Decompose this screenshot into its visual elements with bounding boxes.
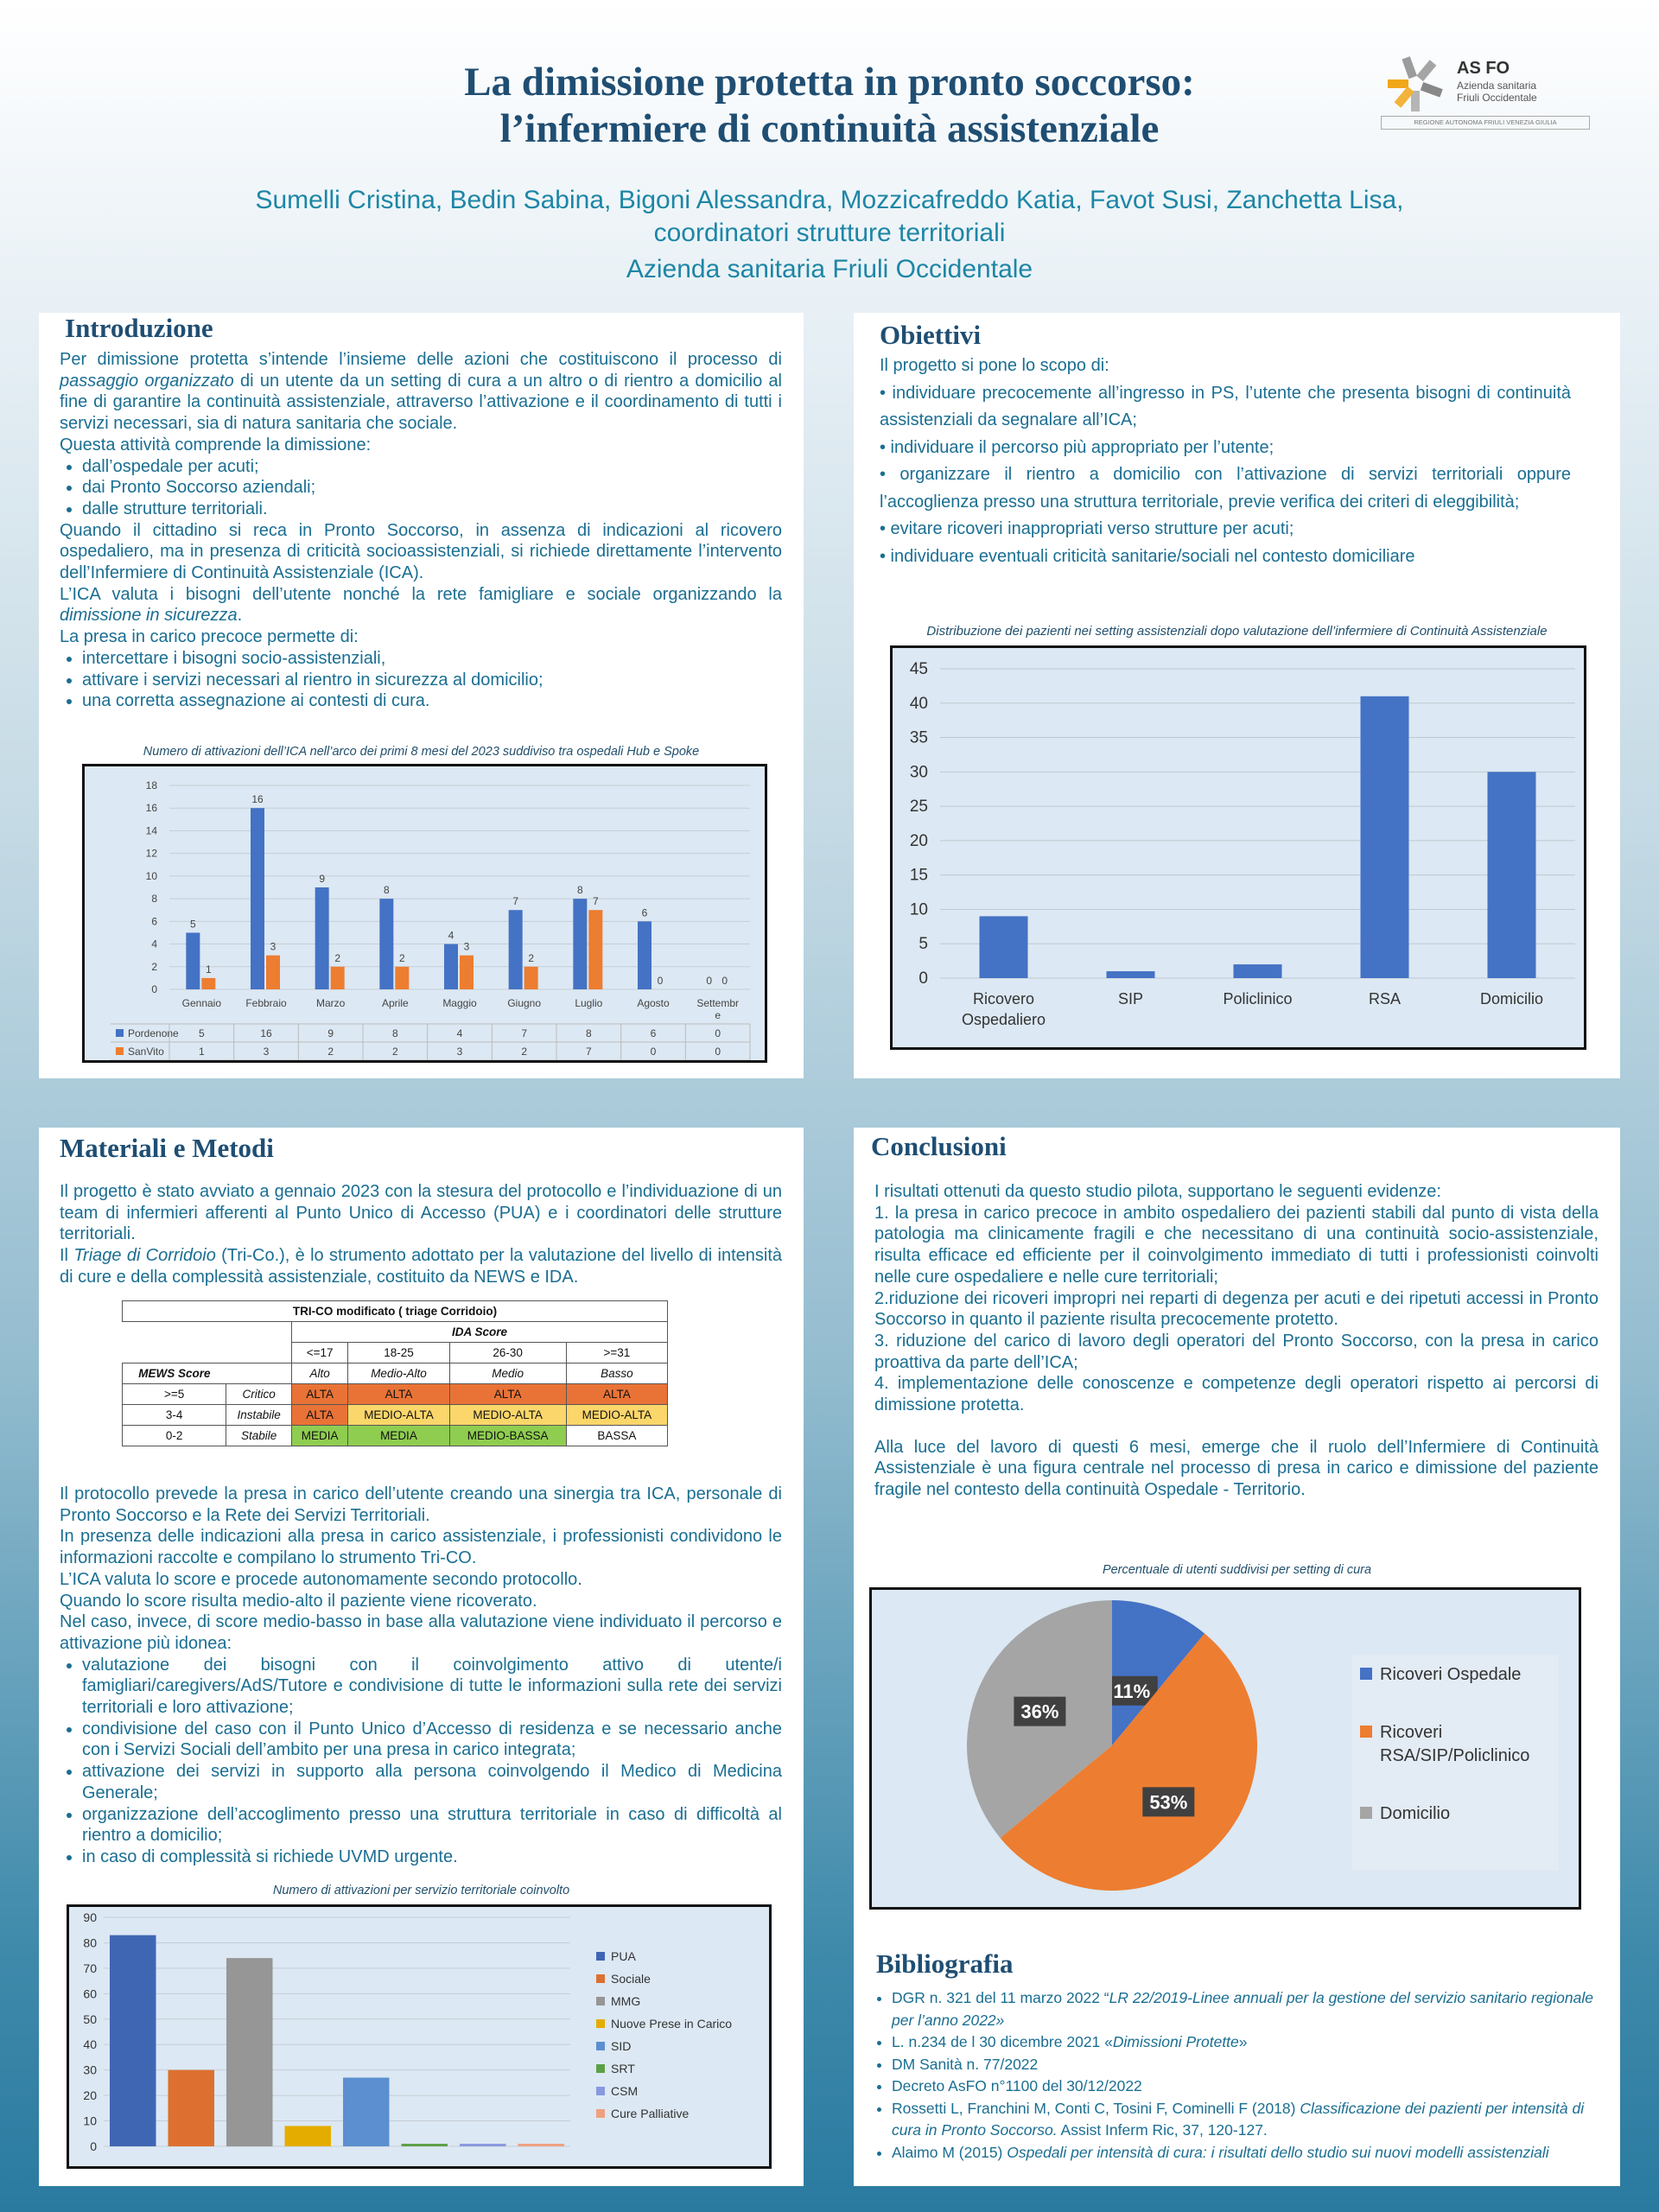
table-cell: 3 bbox=[456, 1046, 463, 1058]
methods-p4: In presenza delle indicazioni alla presa in carico assistenziale, i professionisti condividono le informazioni raccolte e compilano lo strumento Tri-CO. bbox=[60, 1527, 782, 1568]
mews-range: 0-2 bbox=[123, 1426, 226, 1446]
table-cell: MEDIO-BASSA bbox=[449, 1426, 566, 1446]
bar-sanvito bbox=[460, 956, 474, 989]
data-label: 4 bbox=[448, 929, 454, 942]
ida-header: IDA Score bbox=[291, 1322, 667, 1343]
bar bbox=[1361, 696, 1409, 978]
x-tick-label: Settembr bbox=[696, 997, 740, 1009]
bib-item: • L. n.234 de l 30 dicembre 2021 «Dimissioni Protette» bbox=[892, 2031, 1600, 2054]
table-cell: MEDIO-ALTA bbox=[449, 1405, 566, 1426]
y-tick-label: 0 bbox=[90, 2139, 97, 2153]
objectives-text bbox=[880, 353, 1571, 570]
legend-swatch bbox=[596, 2042, 605, 2050]
y-tick-label: 12 bbox=[145, 847, 157, 860]
legend-swatch bbox=[1360, 1807, 1372, 1819]
authors bbox=[0, 184, 1659, 250]
y-tick-label: 40 bbox=[909, 694, 928, 713]
intro-p5: La presa in carico precoce permette di: bbox=[60, 627, 359, 647]
bar bbox=[1107, 971, 1155, 978]
table-cell: 8 bbox=[391, 1027, 398, 1039]
legend-swatch bbox=[116, 1047, 124, 1055]
trico-table bbox=[122, 1300, 668, 1446]
table-cell: MEDIO-ALTA bbox=[566, 1405, 667, 1426]
list-item: • intercettare i bisogni socio-assistenziali, bbox=[82, 648, 782, 670]
intro-p3: Quando il cittadino si reca in Pronto Soccorso, in assenza di indicazioni al ricovero ospedaliero, ma in presenza di criticità socioassistenziali, si richiede direttamente l’intervento dell’Infermiere di Continuità Assistenziale (ICA). bbox=[60, 520, 782, 583]
x-tick-label: RSA bbox=[1368, 990, 1402, 1007]
y-tick-label: 45 bbox=[909, 660, 928, 678]
asfo-logo-icon bbox=[1381, 54, 1450, 114]
logo-name: AS FO bbox=[1457, 59, 1510, 78]
methods-text-1 bbox=[60, 1181, 782, 1288]
y-tick-label: 5 bbox=[918, 935, 928, 954]
methods-text-2 bbox=[60, 1484, 782, 1868]
legend-swatch bbox=[1360, 1668, 1372, 1680]
table-cell: MEDIA bbox=[291, 1426, 347, 1446]
y-tick-label: 10 bbox=[83, 2113, 97, 2128]
legend-swatch bbox=[596, 2064, 605, 2073]
conclusion-item: 1. la presa in carico precoce in ambito ospedaliero dei pazienti stabili dal punto di vista della patologia ma clinicamente fragili e che necessitano di una continuità socio-assistenziale, risulta efficace ed efficiente per il coinvolgimento immediato di tutti i professionisti coinvolti nelle cure ospedaliere e nelle cure territoriali; bbox=[874, 1203, 1599, 1287]
bib-item: • Decreto AsFO n°1100 del 30/12/2022 bbox=[892, 2075, 1600, 2098]
bib-item: • DGR n. 321 del 11 marzo 2022 “LR 22/2019-Linee annuali per la gestione del servizio sanitario regionale per l’anno 2022» bbox=[892, 1987, 1600, 2031]
data-label: 3 bbox=[270, 940, 276, 953]
table-cell: 4 bbox=[456, 1027, 463, 1039]
bib-item: • Rossetti L, Franchini M, Conti C, Tosini F, Cominelli F (2018) Classificazione dei pazienti per intensità di cura in Pronto Soccorso. Assist Inferm Ric, 37, 120-127. bbox=[892, 2098, 1600, 2142]
data-label: 5 bbox=[189, 918, 196, 931]
y-tick-label: 60 bbox=[83, 1986, 97, 2001]
logo bbox=[1381, 54, 1597, 137]
y-tick-label: 70 bbox=[83, 1961, 97, 1975]
bar bbox=[1234, 964, 1282, 978]
data-label: 0 bbox=[657, 975, 664, 987]
authors-line-1: Sumelli Cristina, Bedin Sabina, Bigoni Alessandra, Mozzicafreddo Katia, Favot Susi, Zanchetta Lisa, bbox=[255, 186, 1404, 214]
conclusions-heading: Conclusioni bbox=[871, 1131, 1007, 1161]
bibliography-list bbox=[874, 1987, 1600, 2164]
legend-label: SID bbox=[611, 2039, 632, 2053]
logo-sub2: Friuli Occidentale bbox=[1457, 92, 1537, 104]
settings-chart bbox=[893, 648, 1584, 1047]
table-cell: 5 bbox=[198, 1027, 205, 1039]
conclusions-text bbox=[874, 1181, 1599, 1501]
table-cell: 8 bbox=[585, 1027, 592, 1039]
table-cell: 0 bbox=[715, 1046, 721, 1058]
x-tick-label: Aprile bbox=[381, 997, 409, 1009]
chart4-box bbox=[67, 1904, 772, 2169]
methods-p2: Il Triage di Corridoio (Tri-Co.), è lo strumento adottato per la valutazione del livello di intensità di cure e della complessità assistenziale, costituito da NEWS e IDA. bbox=[60, 1246, 782, 1287]
objectives-heading: Obiettivi bbox=[880, 320, 982, 350]
conclusion-item: 3. riduzione del carico di lavoro degli operatori del Pronto Soccorso, con la presa in carico proattiva da parte dell’ICA; bbox=[874, 1331, 1599, 1372]
data-label: 2 bbox=[334, 951, 341, 964]
intro-heading: Introduzione bbox=[65, 313, 213, 343]
bar-pordenone bbox=[315, 887, 329, 989]
intro-list-2 bbox=[60, 648, 782, 712]
x-tick-label: Agosto bbox=[637, 997, 670, 1009]
data-label: 8 bbox=[576, 884, 583, 897]
percent-pie-chart bbox=[872, 1590, 1579, 1907]
x-tick-label: Febbraio bbox=[245, 997, 287, 1009]
methods-p6: Quando lo score risulta medio-alto il paziente viene ricoverato. bbox=[60, 1591, 537, 1611]
chart4-caption: Numero di attivazioni per servizio territoriale coinvolto bbox=[272, 1884, 570, 1897]
data-label: 9 bbox=[319, 873, 326, 885]
legend-swatch bbox=[116, 1029, 124, 1037]
y-tick-label: 20 bbox=[83, 2088, 97, 2103]
ica-monthly-chart bbox=[85, 766, 765, 1060]
bar-pordenone bbox=[186, 932, 200, 989]
chart1-caption: Numero di attivazioni dell’ICA nell’arco dei primi 8 mesi del 2023 suddiviso tra ospedali Hub e Spoke bbox=[143, 745, 700, 759]
data-label: 7 bbox=[592, 895, 599, 908]
methods-p7: Nel caso, invece, di score medio-basso in base alla valutazione viene individuato il percorso e attivazione più idonea: bbox=[60, 1612, 782, 1653]
y-tick-label: 20 bbox=[909, 831, 928, 850]
table-cell: MEDIO-ALTA bbox=[348, 1405, 449, 1426]
list-item: • in caso di complessità si richiede UVMD urgente. bbox=[82, 1847, 782, 1868]
list-item: • attivazione dei servizi in supporto alla persona coinvolgendo il Medico di Medicina Generale; bbox=[82, 1761, 782, 1803]
table-title: TRI-CO modificato ( triage Corridoio) bbox=[123, 1301, 668, 1322]
bar-sanvito bbox=[331, 967, 345, 989]
table-cell: MEDIA bbox=[348, 1426, 449, 1446]
ida-range: >=31 bbox=[566, 1343, 667, 1363]
bar-pordenone bbox=[251, 808, 264, 989]
mews-range: >=5 bbox=[123, 1384, 226, 1405]
mews-state: Critico bbox=[226, 1384, 292, 1405]
legend-label: Ricoveri bbox=[1380, 1723, 1443, 1742]
table-cell: 7 bbox=[521, 1027, 528, 1039]
data-label: 1 bbox=[205, 963, 212, 976]
data-label: 6 bbox=[641, 906, 648, 919]
title-line-1: La dimissione protetta in pronto soccorso: bbox=[464, 60, 1195, 105]
objective-item: • individuare eventuali criticità sanitarie/sociali nel contesto domiciliare bbox=[880, 546, 1415, 566]
y-tick-label: 14 bbox=[145, 824, 157, 837]
table-cell: 2 bbox=[521, 1046, 528, 1058]
mews-state: Instabile bbox=[226, 1405, 292, 1426]
logo-region: REGIONE AUTONOMA FRIULI VENEZIA GIULIA bbox=[1381, 116, 1590, 130]
list-item: • condivisione del caso con il Punto Unico d’Accesso di residenza e se necessario anche con i Servizi Sociali dell’ambito per una presa in carico integrata; bbox=[82, 1719, 782, 1761]
x-tick-label: Giugno bbox=[507, 997, 542, 1009]
legend-label: Nuove Prese in Carico bbox=[611, 2017, 733, 2031]
table-cell: 6 bbox=[650, 1027, 657, 1039]
y-tick-label: 30 bbox=[909, 763, 928, 782]
bar bbox=[343, 2078, 390, 2147]
y-tick-label: 8 bbox=[151, 893, 157, 906]
bar bbox=[168, 2070, 215, 2146]
bar bbox=[1488, 772, 1536, 978]
services-chart bbox=[69, 1907, 769, 2166]
data-label: 2 bbox=[528, 951, 535, 964]
y-tick-label: 35 bbox=[909, 728, 928, 747]
objective-item: • individuare il percorso più appropriato per l’utente; bbox=[880, 437, 1274, 457]
table-cell: ALTA bbox=[291, 1405, 347, 1426]
legend-label: MMG bbox=[611, 1994, 641, 2008]
x-tick-label: Policlinico bbox=[1223, 990, 1293, 1007]
data-label: 0 bbox=[721, 975, 728, 987]
data-label: 7 bbox=[512, 895, 519, 908]
conclusion-item: 4. implementazione delle conoscenze e competenze degli operatori rispetto ai percorsi di dimissione protetta. bbox=[874, 1374, 1599, 1415]
table-cell: 7 bbox=[585, 1046, 592, 1058]
legend-label: SanVito bbox=[128, 1046, 164, 1058]
y-tick-label: 50 bbox=[83, 2012, 97, 2026]
table-cell: 16 bbox=[260, 1027, 272, 1039]
table-cell: 9 bbox=[327, 1027, 334, 1039]
legend-swatch bbox=[596, 1974, 605, 1983]
list-item: • una corretta assegnazione ai contesti di cura. bbox=[82, 690, 782, 712]
bar-sanvito bbox=[395, 967, 409, 989]
list-item: • dalle strutture territoriali. bbox=[82, 499, 782, 520]
bar bbox=[518, 2144, 565, 2146]
bar bbox=[285, 2126, 332, 2146]
x-tick-label: Domicilio bbox=[1479, 990, 1544, 1007]
data-label: 2 bbox=[398, 951, 405, 964]
chart2-caption: Distribuzione dei pazienti nei setting assistenziali dopo valutazione dell’infermiere di Continuità Assistenziale bbox=[926, 624, 1548, 639]
data-label: 3 bbox=[463, 940, 470, 953]
table-cell: 3 bbox=[263, 1046, 270, 1058]
list-item: • dall’ospedale per acuti; bbox=[82, 456, 782, 478]
table-cell: ALTA bbox=[449, 1384, 566, 1405]
table-cell: 2 bbox=[391, 1046, 398, 1058]
intro-p2: Questa attività comprende la dimissione: bbox=[60, 435, 372, 454]
table-cell: ALTA bbox=[348, 1384, 449, 1405]
ida-range: 18-25 bbox=[348, 1343, 449, 1363]
bar bbox=[226, 1958, 273, 2146]
methods-p3: Il protocollo prevede la presa in carico dell’utente creando una sinergia tra ICA, personale di Pronto Soccorso e la Rete dei Servizi Territoriali. bbox=[60, 1484, 782, 1525]
y-tick-label: 6 bbox=[151, 915, 157, 928]
bibliography-heading: Bibliografia bbox=[876, 1948, 1014, 1979]
bar bbox=[460, 2144, 506, 2146]
mews-header: MEWS Score bbox=[123, 1363, 226, 1384]
y-tick-label: 2 bbox=[151, 960, 157, 973]
pie-label: 36% bbox=[1020, 1700, 1059, 1723]
x-tick-label: SIP bbox=[1117, 990, 1144, 1007]
x-tick-label: Ricovero bbox=[972, 990, 1035, 1007]
x-tick-label: Ospedaliero bbox=[961, 1011, 1046, 1028]
bar-pordenone bbox=[379, 899, 393, 989]
chart3-box bbox=[869, 1587, 1581, 1910]
logo-sub1: Azienda sanitaria bbox=[1457, 79, 1537, 92]
intro-text bbox=[60, 349, 782, 712]
conclusions-closing: Alla luce del lavoro di questi 6 mesi, emerge che il ruolo dell’Infermiere di Continuità Assistenziale è una figura centrale nel processo di presa in carico e dimissione del paziente fragile nel contesto della continuità Ospedale - Territorio. bbox=[874, 1437, 1599, 1500]
legend-swatch bbox=[596, 2019, 605, 2028]
x-tick-label: Gennaio bbox=[181, 997, 222, 1009]
legend-label: PUA bbox=[611, 1949, 636, 1963]
legend-swatch bbox=[1360, 1726, 1372, 1738]
data-label: 16 bbox=[251, 793, 264, 806]
data-label: 8 bbox=[383, 884, 390, 897]
legend-swatch bbox=[596, 2087, 605, 2095]
table-cell: 0 bbox=[650, 1046, 657, 1058]
y-tick-label: 4 bbox=[151, 938, 157, 950]
objectives-lead: Il progetto si pone lo scopo di: bbox=[880, 356, 1109, 375]
objective-item: • organizzare il rientro a domicilio con l’attivazione di servizi territoriali oppure l’accoglienza presso una struttura territoriale, previe verifica dei criteri di eleggibilità; bbox=[880, 465, 1571, 512]
conclusion-item: 2.riduzione dei ricoveri impropri nei reparti di degenza per acuti e dei ripetuti accessi in Pronto Soccorso in quanto il paziente risulta precocemente protetto. bbox=[874, 1288, 1599, 1330]
y-tick-label: 10 bbox=[909, 900, 928, 919]
ida-range: <=17 bbox=[291, 1343, 347, 1363]
intro-p4: L’ICA valuta i bisogni dell’utente nonché la rete famigliare e sociale organizzando la dimissione in sicurezza. bbox=[60, 584, 782, 626]
bar-sanvito bbox=[524, 967, 538, 989]
methods-p1: Il progetto è stato avviato a gennaio 2023 con la stesura del protocollo e l’individuazione di un team di infermieri afferenti al Punto Unico di Accesso (PUA) e i coordinatori delle strutture territoriali. bbox=[60, 1182, 782, 1244]
bar-pordenone bbox=[509, 910, 523, 989]
legend-label: RSA/SIP/Policlinico bbox=[1380, 1746, 1530, 1765]
intro-list-1 bbox=[60, 456, 782, 520]
table-cell: 2 bbox=[327, 1046, 334, 1058]
y-tick-label: 40 bbox=[83, 2037, 97, 2052]
chart1-box bbox=[82, 764, 767, 1063]
bar-sanvito bbox=[588, 910, 602, 989]
legend-label: CSM bbox=[611, 2084, 639, 2098]
methods-panel bbox=[39, 1128, 804, 2186]
legend-label: SRT bbox=[611, 2062, 635, 2075]
objective-item: • evitare ricoveri inappropriati verso strutture per acuti; bbox=[880, 519, 1294, 538]
y-tick-label: 80 bbox=[83, 1936, 97, 1950]
bar bbox=[980, 916, 1028, 978]
data-label: 0 bbox=[706, 975, 713, 987]
bar bbox=[402, 2144, 448, 2146]
legend-label: Ricoveri Ospedale bbox=[1380, 1665, 1522, 1684]
legend-label: Domicilio bbox=[1380, 1804, 1451, 1823]
ida-label: Medio bbox=[449, 1363, 566, 1384]
objectives-panel bbox=[854, 313, 1620, 1078]
legend-swatch bbox=[596, 1997, 605, 2005]
y-tick-label: 10 bbox=[145, 869, 157, 882]
table-cell: 1 bbox=[198, 1046, 205, 1058]
conclusions-panel bbox=[854, 1128, 1620, 2186]
ida-label: Alto bbox=[291, 1363, 347, 1384]
bar bbox=[110, 1936, 156, 2146]
methods-heading: Materiali e Metodi bbox=[60, 1133, 274, 1163]
table-cell: ALTA bbox=[291, 1384, 347, 1405]
list-item: • dai Pronto Soccorso aziendali; bbox=[82, 477, 782, 499]
list-item: • organizzazione dell’accoglimento presso una struttura territoriale in caso di difficoltà al rientro a domicilio; bbox=[82, 1804, 782, 1847]
list-item: • valutazione dei bisogni con il coinvolgimento attivo di utente/i famigliari/caregivers/AdS/Tutore e condivisione di tutte le informazioni sulla rete dei servizi territoriali e loro attivazione; bbox=[82, 1655, 782, 1719]
bar-pordenone bbox=[573, 899, 587, 989]
y-tick-label: 16 bbox=[145, 802, 157, 815]
conclusions-lead: I risultati ottenuti da questo studio pilota, supportano le seguenti evidenze: bbox=[874, 1182, 1441, 1201]
mews-state: Stabile bbox=[226, 1426, 292, 1446]
ida-range: 26-30 bbox=[449, 1343, 566, 1363]
bar-pordenone bbox=[638, 921, 652, 989]
x-tick-label: Luglio bbox=[575, 997, 603, 1009]
mews-range: 3-4 bbox=[123, 1405, 226, 1426]
bar-pordenone bbox=[444, 944, 458, 989]
objective-item: • individuare precocemente all’ingresso in PS, l’utente che presenta bisogni di continuità assistenziali da segnalare all’ICA; bbox=[880, 383, 1571, 429]
y-tick-label: 15 bbox=[909, 866, 928, 885]
legend-label: Pordenone bbox=[128, 1027, 179, 1039]
legend-swatch bbox=[596, 1952, 605, 1961]
bar-sanvito bbox=[266, 956, 280, 989]
title-line-2: l’infermiere di continuità assistenziale bbox=[499, 106, 1160, 151]
y-tick-label: 90 bbox=[83, 1910, 97, 1924]
bib-item: • Alaimo M (2015) Ospedali per intensità di cura: i risultati dello studio sui nuovi modelli assistenziali bbox=[892, 2142, 1600, 2164]
ida-label: Medio-Alto bbox=[348, 1363, 449, 1384]
pie-label: 53% bbox=[1149, 1791, 1188, 1814]
bar-sanvito bbox=[201, 978, 215, 989]
y-tick-label: 30 bbox=[83, 2063, 97, 2077]
chart2-box bbox=[890, 645, 1586, 1050]
legend-label: Sociale bbox=[611, 1972, 651, 1986]
table-cell: ALTA bbox=[566, 1384, 667, 1405]
legend-label: Cure Palliative bbox=[611, 2107, 690, 2120]
methods-p5: L’ICA valuta lo score e procede autonomamente secondo protocollo. bbox=[60, 1569, 582, 1589]
x-tick-label: e bbox=[715, 1009, 721, 1021]
y-tick-label: 18 bbox=[145, 779, 157, 791]
y-tick-label: 25 bbox=[909, 798, 928, 817]
y-tick-label: 0 bbox=[918, 969, 928, 988]
pie-label: 11% bbox=[1113, 1680, 1151, 1702]
intro-panel bbox=[39, 313, 804, 1078]
chart3-caption: Percentuale di utenti suddivisi per setting di cura bbox=[1102, 1563, 1372, 1577]
x-tick-label: Maggio bbox=[442, 997, 477, 1009]
table-cell: 0 bbox=[715, 1027, 721, 1039]
y-tick-label: 0 bbox=[151, 983, 157, 995]
ida-label: Basso bbox=[566, 1363, 667, 1384]
methods-list bbox=[60, 1655, 782, 1868]
intro-p1: Per dimissione protetta s’intende l’insieme delle azioni che costituiscono il processo di passaggio organizzato di un utente da un setting di cura a un altro o di rientro a domicilio al fine di garantire la continuità assistenziale, attraverso l’attivazione e il coordinamento di tutti i servizi necessari, sia di natura sanitaria che sociale. bbox=[60, 350, 783, 434]
authors-line-2: coordinatori strutture territoriali bbox=[653, 219, 1006, 247]
x-tick-label: Marzo bbox=[315, 997, 346, 1009]
legend-swatch bbox=[596, 2109, 605, 2118]
table-cell: BASSA bbox=[566, 1426, 667, 1446]
bib-item: • DM Sanità n. 77/2022 bbox=[892, 2054, 1600, 2076]
affiliation: Azienda sanitaria Friuli Occidentale bbox=[626, 255, 1033, 283]
list-item: • attivare i servizi necessari al rientro in sicurezza al domicilio; bbox=[82, 670, 782, 691]
